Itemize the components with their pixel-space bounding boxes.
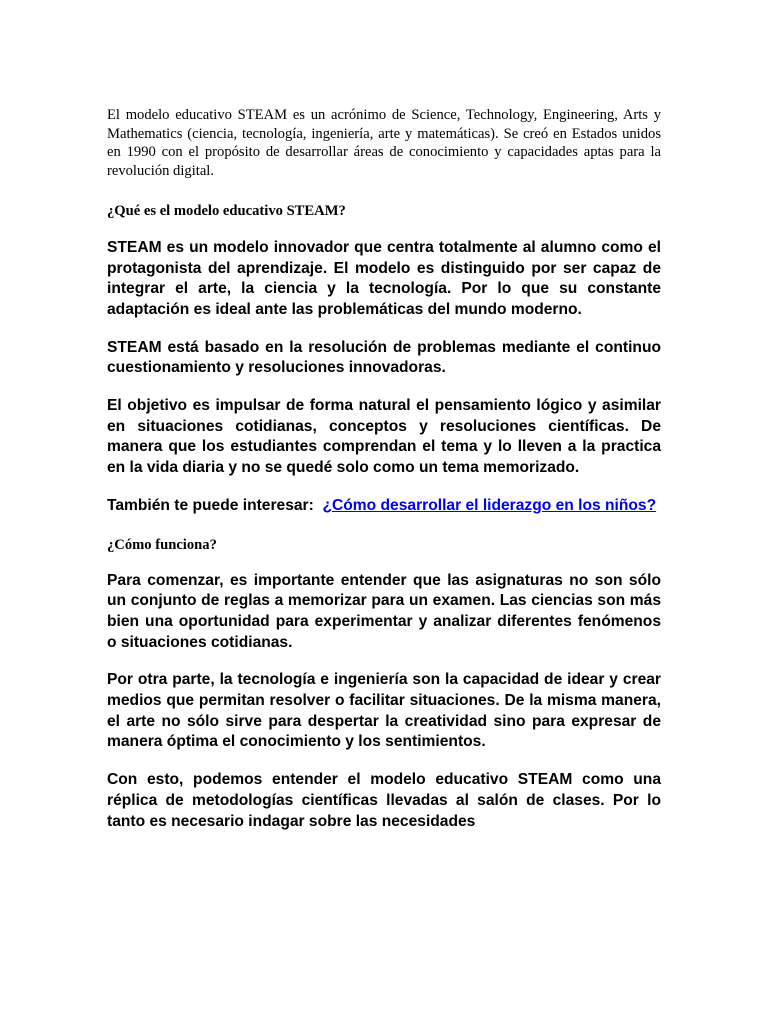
paragraph-conclusion: Con esto, podemos entender el modelo educativo STEAM como una réplica de metodologías científicas llevadas al salón de clases. Por lo tanto es necesario indagar sobre las necesidades	[107, 771, 661, 830]
paragraph-objective: El objetivo es impulsar de forma natural el pensamiento lógico y asimilar en situaciones cotidianas, conceptos y resoluciones científicas. De manera que los estudiantes comprendan el tema y lo lleven a la practica en la vida diaria y no se quedé solo como un tema memorizado.	[107, 397, 661, 477]
related-article-line	[107, 496, 661, 517]
paragraph-to-begin: Para comenzar, es importante entender que las asignaturas no son sólo un conjunto de reglas a memorizar para un examen. Las ciencias son más bien una oportunidad para experimentar y analizar diferentes fenómenos o situaciones cotidianas.	[107, 571, 661, 651]
heading-what-is-steam: ¿Qué es el modelo educativo STEAM?	[107, 202, 346, 219]
related-article-label: También te puede interesar:	[107, 496, 314, 514]
intro-paragraph: El modelo educativo STEAM es un acrónimo de Science, Technology, Engineering, Arts y Mathematics (ciencia, tecnología, ingeniería, arte y matemáticas). Se creó en Estados unidos en 1990 con el propósito de desarrollar áreas de conocimiento y capacidades aptas para la revolución digital.	[107, 107, 661, 180]
related-article-link[interactable]: ¿Cómo desarrollar el liderazgo en los niños?	[322, 496, 657, 514]
document-page	[107, 106, 661, 832]
paragraph-problem-solving: STEAM está basado en la resolución de problemas mediante el continuo cuestionamiento y resoluciones innovadoras.	[107, 338, 661, 377]
paragraph-technology-engineering: Por otra parte, la tecnología e ingeniería son la capacidad de idear y crear medios que permitan resolver o facilitar situaciones. De la misma manera, el arte no sólo sirve para despertar la creatividad sino para expresar de manera óptima el conocimiento y los sentimientos.	[107, 671, 661, 751]
heading-how-it-works: ¿Cómo funciona?	[107, 536, 217, 553]
paragraph-steam-innovative-model: STEAM es un modelo innovador que centra totalmente al alumno como el protagonista del aprendizaje. El modelo es distinguido por ser capaz de integrar el arte, la ciencia y la tecnología. Por lo que su constante adaptación es ideal ante las problemáticas del mundo moderno.	[107, 238, 661, 318]
